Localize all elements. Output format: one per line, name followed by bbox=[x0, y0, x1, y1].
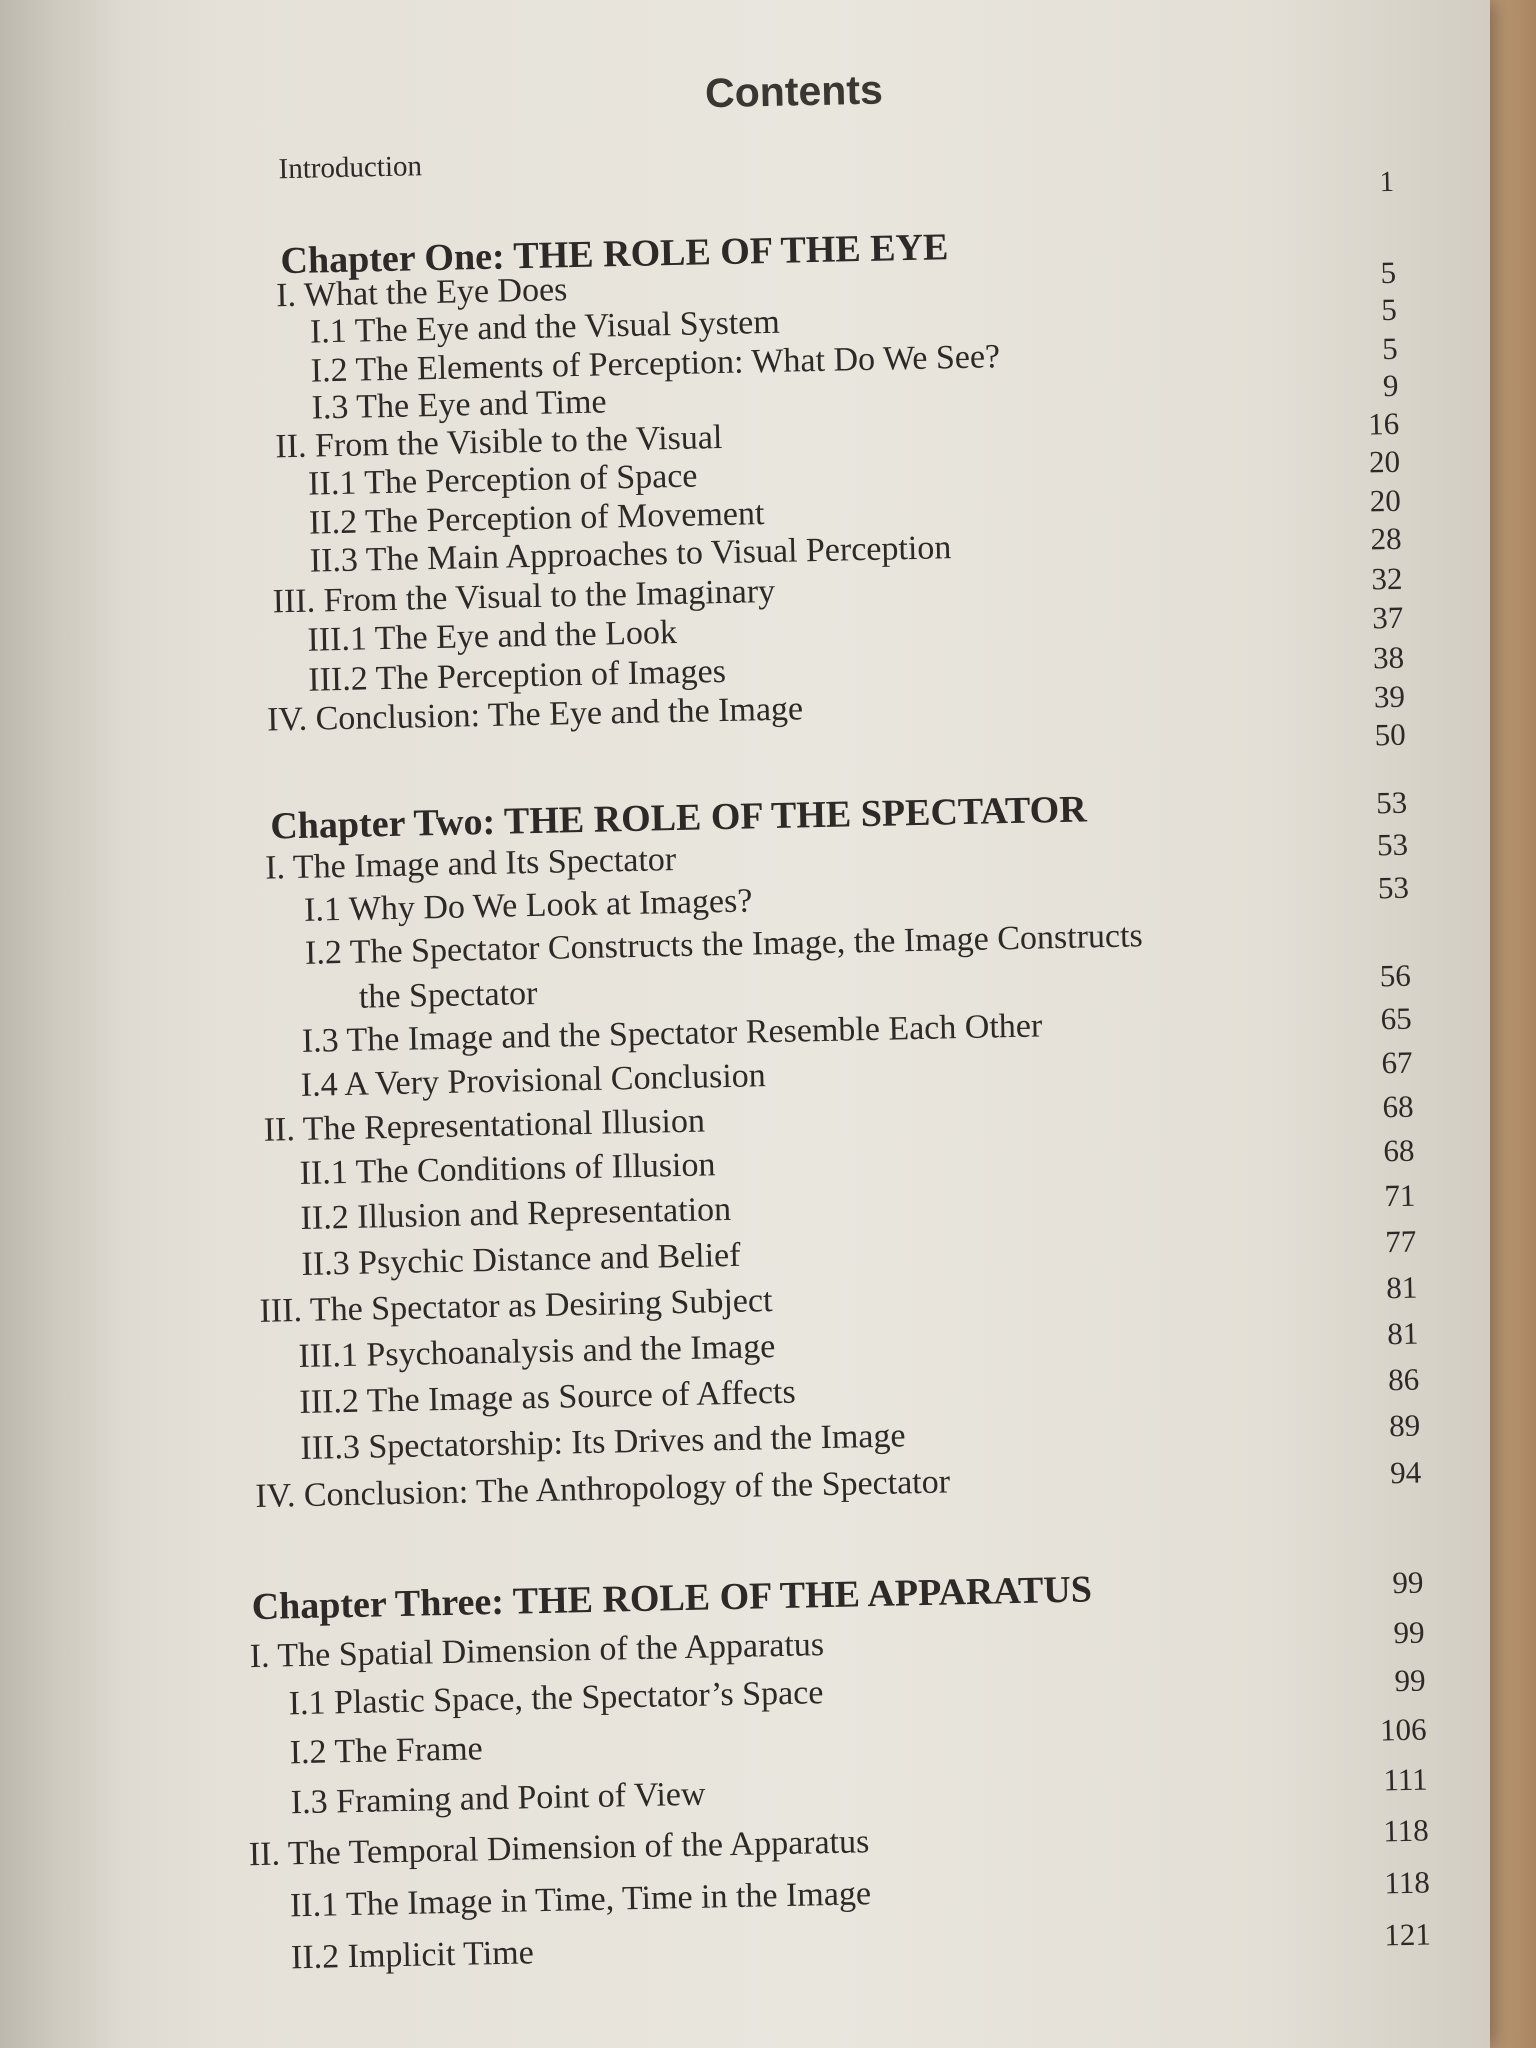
toc-entry-page: 28 bbox=[1370, 520, 1402, 557]
toc-entry-page: 99 bbox=[1394, 1662, 1426, 1699]
toc-entry-page: 50 bbox=[1374, 716, 1407, 753]
toc-entry-label: III.3 Spectatorship: Its Drives and the Image bbox=[300, 1417, 906, 1468]
toc-entry-page: 89 bbox=[1388, 1407, 1421, 1444]
toc-entry-page: 121 bbox=[1383, 1916, 1432, 1953]
toc-entry-label: II.1 The Perception of Space bbox=[307, 457, 698, 503]
toc-entry-page: 99 bbox=[1392, 1564, 1424, 1601]
toc-entry-label: I.1 The Eye and the Visual System bbox=[309, 303, 781, 351]
toc-entry-label: II.2 Implicit Time bbox=[290, 1934, 535, 1977]
toc-entry-label: Chapter Three: THE ROLE OF THE APPARATUS bbox=[251, 1568, 1093, 1629]
toc-entry-page: 118 bbox=[1382, 1812, 1430, 1849]
toc-entry-page: 99 bbox=[1393, 1614, 1425, 1651]
toc-entry-label: III.1 The Eye and the Look bbox=[307, 613, 678, 659]
toc-entry-page: 53 bbox=[1375, 784, 1408, 821]
toc-entry-label: III.1 Psychoanalysis and the Image bbox=[298, 1328, 776, 1376]
toc-entry-page: 71 bbox=[1383, 1177, 1416, 1214]
toc-entry-label: II.3 Psychic Distance and Belief bbox=[301, 1236, 741, 1283]
toc-entry-label: I. The Image and Its Spectator bbox=[264, 841, 677, 887]
toc-entry-label: III.2 The Perception of Images bbox=[307, 652, 727, 699]
toc-entry-page: 68 bbox=[1383, 1132, 1415, 1169]
toc-entry-label: Chapter One: THE ROLE OF THE EYE bbox=[280, 226, 949, 283]
toc-entry-label: I.1 Why Do We Look at Images? bbox=[303, 882, 753, 929]
toc-entry-label: III. The Spectator as Desiring Subject bbox=[259, 1282, 773, 1330]
toc-entry-label: Introduction bbox=[278, 150, 423, 186]
toc-entry-label: II.2 The Perception of Movement bbox=[308, 495, 765, 542]
toc-entry-label: the Spectator bbox=[358, 974, 538, 1016]
toc-entry-label: I.3 The Image and the Spectator Resemble Each Other bbox=[301, 1007, 1043, 1060]
toc-entry-page: 81 bbox=[1386, 1315, 1419, 1352]
toc-entry-page: 20 bbox=[1368, 443, 1401, 480]
toc-entry-page: 65 bbox=[1380, 1000, 1412, 1037]
toc-entry-label: II.2 Illusion and Representation bbox=[300, 1190, 732, 1237]
toc-entry-label: II. The Representational Illusion bbox=[263, 1102, 706, 1149]
toc-entry-label: I.3 Framing and Point of View bbox=[290, 1775, 706, 1822]
toc-entry-label: I.2 The Spectator Constructs the Image, the Image Constructs bbox=[304, 917, 1144, 972]
toc-entry-label: I.4 A Very Provisional Conclusion bbox=[300, 1057, 767, 1104]
page-title: Contents bbox=[704, 66, 884, 117]
toc-entry-label: IV. Conclusion: The Anthropology of the Spectator bbox=[255, 1463, 951, 1515]
toc-entry-label: Chapter Two: THE ROLE OF THE SPECTATOR bbox=[269, 788, 1088, 848]
toc-entry-label: IV. Conclusion: The Eye and the Image bbox=[266, 690, 804, 739]
toc-entry-page: 16 bbox=[1367, 405, 1400, 442]
toc-entry-label: III.2 The Image as Source of Affects bbox=[299, 1373, 797, 1422]
toc-entry-page: 118 bbox=[1384, 1864, 1431, 1901]
toc-entry-label: II. The Temporal Dimension of the Apparatus bbox=[248, 1823, 870, 1874]
toc-entry-label: I.1 Plastic Space, the Spectator’s Space bbox=[288, 1674, 824, 1723]
toc-entry-page: 32 bbox=[1371, 560, 1403, 597]
toc-entry-label: I.2 The Elements of Perception: What Do We See? bbox=[310, 338, 1001, 390]
toc-entry-page: 53 bbox=[1376, 826, 1409, 863]
toc-entry-label: II. From the Visible to the Visual bbox=[275, 418, 723, 466]
toc-entry-page: 5 bbox=[1380, 291, 1398, 328]
toc-entry-page: 20 bbox=[1369, 482, 1402, 519]
toc-entry-label: II.1 The Conditions of Illusion bbox=[299, 1146, 716, 1192]
toc-entry-page: 77 bbox=[1384, 1223, 1417, 1260]
toc-entry-label: II.3 The Main Approaches to Visual Perception bbox=[309, 529, 952, 580]
toc-entry-label: I. The Spatial Dimension of the Apparatus bbox=[249, 1626, 825, 1676]
toc-entry-page: 9 bbox=[1382, 367, 1399, 404]
toc-entry-page: 106 bbox=[1379, 1711, 1427, 1748]
toc-entry-label: I.3 The Eye and Time bbox=[311, 383, 607, 427]
toc-entry-page: 1 bbox=[1379, 165, 1395, 199]
toc-entry-page: 68 bbox=[1382, 1088, 1414, 1125]
toc-entry-page: 39 bbox=[1373, 678, 1406, 715]
toc-entry-page: 111 bbox=[1383, 1761, 1428, 1798]
toc-entry-page: 81 bbox=[1385, 1269, 1418, 1306]
toc-entry-page: 37 bbox=[1371, 599, 1404, 636]
toc-entry-page: 86 bbox=[1387, 1361, 1420, 1398]
toc-entry-page: 5 bbox=[1380, 254, 1397, 291]
toc-entry-label: II.1 The Image in Time, Time in the Image bbox=[289, 1875, 872, 1925]
toc-entry-page: 53 bbox=[1377, 869, 1410, 906]
toc-entry-page: 56 bbox=[1379, 957, 1412, 994]
toc-entry-page: 94 bbox=[1389, 1454, 1422, 1491]
toc-entry-label: I.2 The Frame bbox=[289, 1730, 484, 1772]
toc-entry-label: I. What the Eye Does bbox=[275, 271, 568, 315]
toc-entry-page: 67 bbox=[1381, 1044, 1413, 1081]
toc-entry-page: 38 bbox=[1372, 639, 1405, 676]
toc-entry-page: 5 bbox=[1381, 330, 1398, 367]
toc-entry-label: III. From the Visual to the Imaginary bbox=[272, 572, 776, 621]
